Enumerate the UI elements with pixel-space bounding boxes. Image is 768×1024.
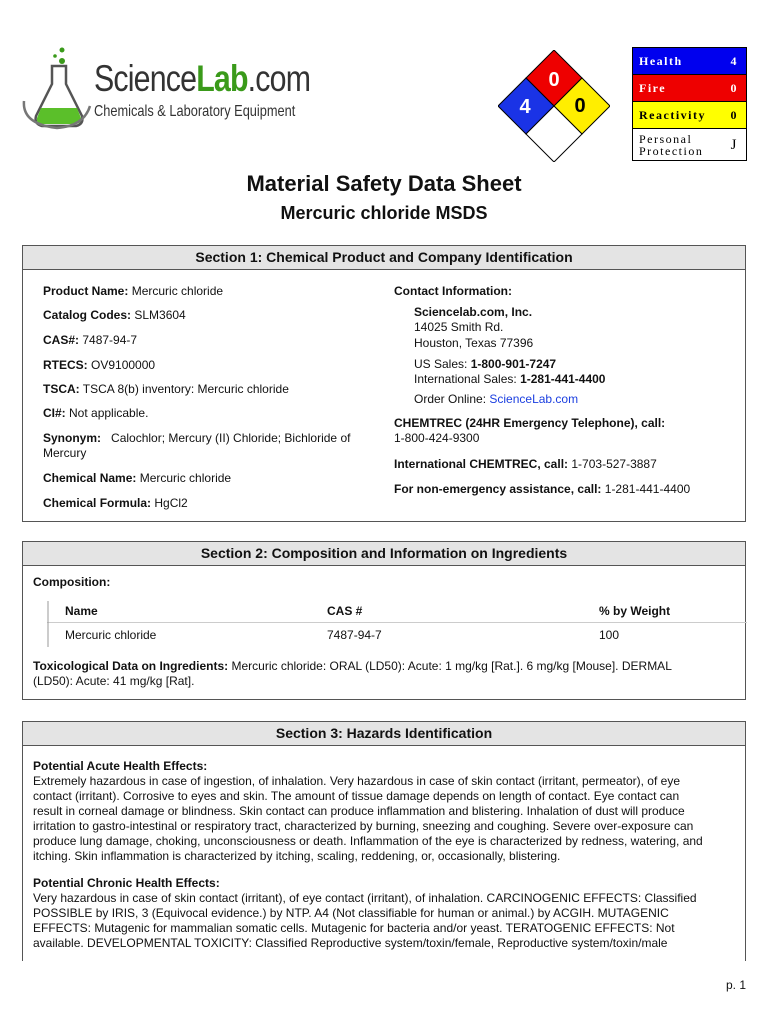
table-header-row [47, 599, 747, 623]
product-name: Product Name: Mercuric chloride [43, 284, 224, 298]
composition-table [47, 599, 747, 646]
col-cas: CAS # [309, 599, 581, 623]
nfpa-fire-value: 0 [548, 69, 560, 91]
chemical-formula: Chemical Formula: HgCl2 [43, 496, 188, 510]
chronic-effects-label: Potential Chronic Health Effects: [33, 876, 220, 890]
chemtrec: CHEMTREC (24HR Emergency Telephone), call: 1-800-424-9300 [394, 416, 666, 445]
col-name: Name [47, 599, 309, 623]
table-row: Mercuric chloride 7487-94-7 100 [65, 627, 620, 642]
tsca: TSCA: TSCA 8(b) inventory: Mercuric chloride [43, 382, 289, 396]
acute-effects-text: Extremely hazardous in case of ingestion, of inhalation. Very hazardous in case of skin contact (irritant, permeator), of eye contact (irritant). Corrosive to eyes and skin. The amount of tissue damage depends on length of contact. Eye contact can result in corneal damage or blindness. Skin contact can produce inflammation and blistering. Inhalation of dust will produce irritation to gastro-intestinal or respiratory tract, characterized by burning, sneezing and coughing. Severe over-exposure can produce lung damage, choking, unconsciousness or death. Inflammation of the eye is characterized by redness, watering, and itching. Skin inflammation is characterized by itching, scaling, reddening, or, occasionally, blistering. [33, 774, 703, 863]
section-1-header: Section 1: Chemical Product and Company Identification [23, 246, 745, 270]
international-sales: International Sales: 1-281-441-4400 [414, 372, 606, 386]
chronic-effects-text: Very hazardous in case of skin contact (irritant), of eye contact (irritant), of inhalation. CARCINOGENIC EFFECTS: Classified POSSIBLE by IRIS, 3 (Equivocal evidence.) by NTP. A4 (Not classifiable for human or animal.) by ACGIH. MUTAGENIC EFFECTS: Mutagenic for mammalian somatic cells. Mutagenic for bacteria and/or yeast. TERATOGENIC EFFECTS: Not available. DEVELOPMENTAL TOXICITY: Classified Reproductive system/toxin/female, Reproductive system/toxin/male [33, 891, 697, 950]
composition-label: Composition: [33, 575, 111, 589]
brand-name: ScienceLab.com [94, 58, 311, 99]
international-chemtrec: International CHEMTREC, call: 1-703-527-3887 [394, 457, 657, 471]
order-online: Order Online: ScienceLab.com [414, 392, 579, 406]
company-name: Sciencelab.com, Inc. [414, 305, 533, 319]
hmis-fire-row: Fire 0 [633, 75, 746, 102]
section-2-header: Section 2: Composition and Information on Ingredients [23, 542, 745, 566]
hmis-ppe-row: Personal Protection J [633, 129, 746, 160]
brand-tagline: Chemicals & Laboratory Equipment [94, 103, 296, 120]
us-sales: US Sales: 1-800-901-7247 [414, 357, 557, 371]
hmis-label [632, 47, 747, 161]
nfpa-reactivity-value: 0 [574, 95, 586, 117]
flask-icon [22, 46, 92, 132]
chemical-name: Chemical Name: Mercuric chloride [43, 471, 232, 485]
section-2 [22, 541, 746, 700]
acute-effects-label: Potential Acute Health Effects: [33, 759, 208, 773]
hmis-health-row: Health 4 [633, 48, 746, 75]
document-subtitle: Mercuric chloride MSDS [280, 203, 488, 223]
table-left-border [47, 601, 49, 647]
document-title: Material Safety Data Sheet [246, 171, 522, 196]
hmis-reactivity-row: Reactivity 0 [633, 102, 746, 129]
sciencelab-link[interactable]: ScienceLab.com [489, 392, 579, 406]
cas-number: CAS#: 7487-94-7 [43, 333, 138, 347]
section-3 [22, 721, 746, 961]
ci-number: CI#: Not applicable. [43, 406, 149, 420]
rtecs: RTECS: OV9100000 [43, 358, 156, 372]
toxicological-data: Toxicological Data on Ingredients: Mercuric chloride: ORAL (LD50): Acute: 1 mg/kg [Rat.]. 6 mg/kg [Mouse]. DERMAL (LD50): Acute: 41 mg/kg [Rat]. [33, 659, 672, 688]
col-weight: % by Weight [581, 599, 747, 623]
address-line-2: Houston, Texas 77396 [414, 336, 534, 350]
nfpa-health-value: 4 [519, 96, 531, 118]
non-emergency-phone: For non-emergency assistance, call: 1-281-441-4400 [394, 482, 691, 496]
section-3-header: Section 3: Hazards Identification [23, 722, 745, 746]
address-line-1: 14025 Smith Rd. [414, 320, 504, 334]
sciencelab-logo [22, 46, 311, 132]
catalog-codes: Catalog Codes: SLM3604 [43, 308, 186, 322]
page-number: p. 1 [725, 978, 746, 992]
synonym: Synonym: Calochlor; Mercury (II) Chloride; Bichloride of Mercury [43, 431, 351, 460]
section-1 [22, 245, 746, 522]
contact-label: Contact Information: [394, 284, 512, 298]
nfpa-diamond [498, 50, 610, 162]
